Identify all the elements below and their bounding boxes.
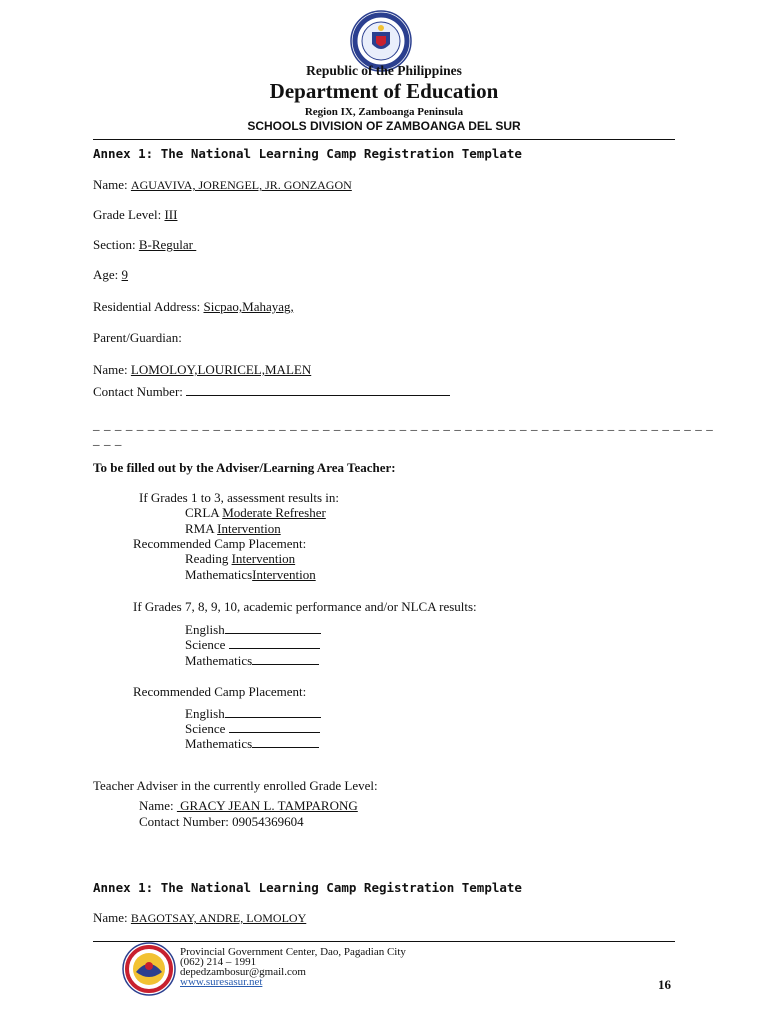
mathematics2-blank [252, 735, 319, 748]
reading-label: Reading [185, 551, 232, 566]
mathematics2-label: Mathematics [185, 736, 253, 751]
science-row [185, 636, 320, 653]
mathematics2-row [185, 735, 319, 752]
rma-label: RMA [185, 521, 218, 536]
republic-line: Republic of the Philippines [306, 63, 462, 78]
annex2-name-row [93, 910, 306, 926]
address-label: Residential Address: [93, 299, 204, 314]
crla-row [185, 505, 326, 521]
mathematics-label: Mathematics [185, 653, 253, 668]
student-name-value: AGUAVIVA, JORENGEL, JR. GONZAGON [130, 178, 352, 192]
annex2-title: Annex 1: The National Learning Camp Registration Template [93, 880, 522, 895]
grades-1-3-label: If Grades 1 to 3, assessment results in: [139, 490, 340, 505]
guardian-contact-blank [186, 383, 450, 396]
footer-address: Provincial Government Center, Dao, Pagadian City [180, 946, 406, 958]
grade-level-row [93, 207, 177, 223]
crla-value: Moderate Refresher [222, 505, 326, 520]
grade-level-label: Grade Level: [93, 207, 165, 222]
crla-label: CRLA [185, 505, 223, 520]
english2-label: English [185, 706, 225, 721]
guardian-contact-row [93, 383, 450, 400]
cut-line-continued: _ _ _ [93, 432, 122, 447]
address-row [93, 299, 294, 315]
guardian-contact-label: Contact Number: [93, 384, 187, 399]
guardian-name-row [93, 362, 311, 378]
age-row [93, 267, 128, 283]
english2-blank [225, 705, 321, 718]
teacher-heading: Teacher Adviser in the currently enrolled Grade Level: [93, 778, 378, 793]
guardian-heading: Parent/Guardian: [93, 330, 182, 345]
english-blank [225, 621, 321, 634]
science-blank [229, 636, 320, 649]
footer-phone: (062) 214 – 1991 [180, 956, 257, 968]
rma-value: Intervention [217, 521, 281, 536]
rma-row [185, 521, 281, 537]
reading-row [185, 551, 295, 567]
math-label: Mathematics [185, 567, 253, 582]
teacher-contact: Contact Number: 09054369604 [139, 814, 304, 829]
grade-level-value: III [164, 207, 178, 222]
cut-line: _ _ _ _ _ _ _ _ _ _ _ _ _ _ _ _ _ _ _ _ _ _ _ _ _ _ _ _ _ _ _ _ _ _ _ _ _ _ _ _ _ _ _ _ _ _ _ _ _ _ _ _ _ _ _ _ _ [93, 417, 714, 432]
age-value: 9 [121, 267, 129, 282]
division-logo-icon [122, 942, 176, 996]
math-value: Intervention [252, 567, 316, 582]
science2-label: Science [185, 721, 229, 736]
footer-website-link[interactable]: www.suresasur.net [180, 976, 263, 988]
section-label: Section: [93, 237, 139, 252]
footer-email: depedzambosur@gmail.com [180, 966, 306, 978]
teacher-name-label: Name: [139, 798, 177, 813]
reading-value: Intervention [231, 551, 296, 566]
english-label: English [185, 622, 225, 637]
mathematics-row [185, 652, 319, 669]
grades-7-10-label: If Grades 7, 8, 9, 10, academic performance and/or NLCA results: [133, 599, 477, 614]
annex2-name-label: Name: [93, 910, 131, 925]
guardian-name-label: Name: [93, 362, 131, 377]
student-name-label: Name: [93, 177, 131, 192]
footer-divider [93, 941, 675, 942]
math-row [185, 567, 316, 583]
adviser-heading: To be filled out by the Adviser/Learning Area Teacher: [93, 460, 396, 475]
section-row [93, 237, 196, 253]
annex-title: Annex 1: The National Learning Camp Registration Template [93, 146, 522, 161]
division-line: SCHOOLS DIVISION OF ZAMBOANGA DEL SUR [247, 119, 521, 133]
placement-label: Recommended Camp Placement: [133, 536, 307, 551]
science-label: Science [185, 637, 229, 652]
header-divider [93, 139, 675, 140]
student-name-row [93, 177, 352, 193]
department-title: Department of Education [269, 79, 499, 103]
teacher-name-value: GRACY JEAN L. TAMPARONG [176, 798, 358, 813]
section-value: B-Regular [138, 237, 197, 252]
age-label: Age: [93, 267, 122, 282]
annex2-name-value: BAGOTSAY, ANDRE, LOMOLOY [130, 911, 307, 925]
science2-blank [229, 720, 320, 733]
guardian-name-value: LOMOLOY,LOURICEL,MALEN [130, 362, 312, 377]
mathematics-blank [252, 652, 319, 665]
teacher-name-row [139, 798, 358, 814]
region-line: Region IX, Zamboanga Peninsula [304, 106, 464, 118]
address-value: Sicpao,Mahayag, [203, 299, 294, 314]
placement2-label: Recommended Camp Placement: [133, 684, 307, 699]
page-number: 16 [658, 977, 671, 992]
